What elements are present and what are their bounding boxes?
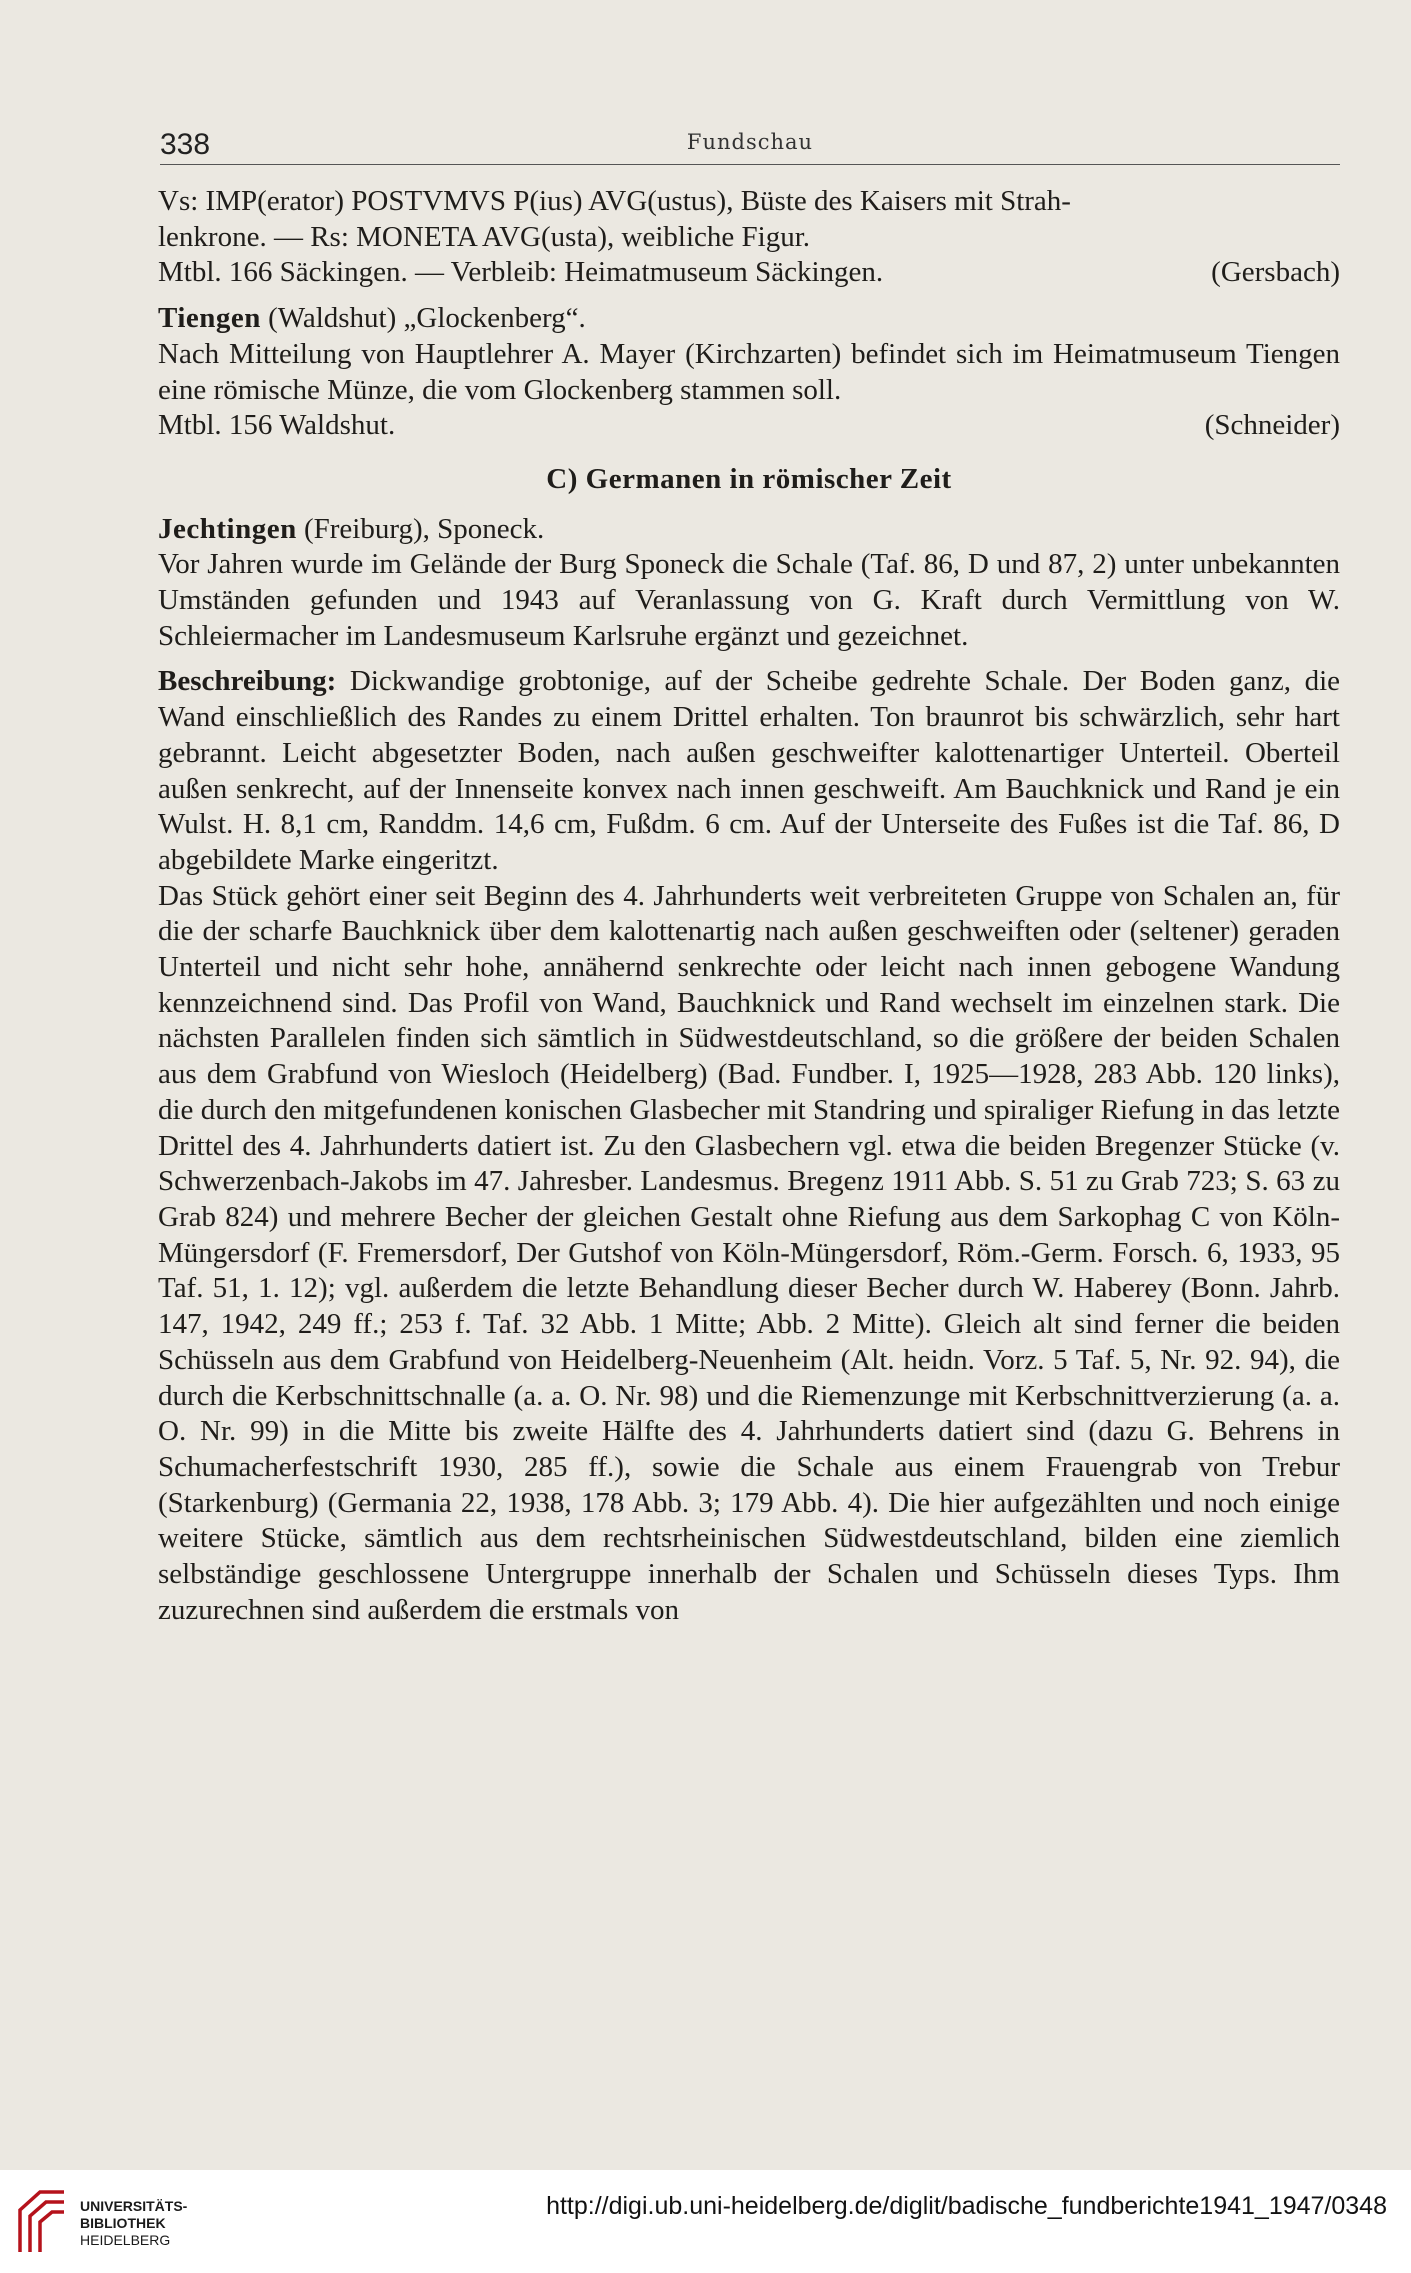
- entry-coin-obverse: Vs: IMP(erator) POSTVMVS P(ius) AVG(ustus), Büste des Kaisers mit Strah-: [158, 185, 1071, 217]
- entry-coin-source: [158, 255, 1340, 291]
- library-name: [80, 2198, 187, 2249]
- entry-jechtingen-discussion: Das Stück gehört einer seit Beginn des 4. Jahrhunderts weit verbreiteten Gruppe von Schalen an, für die der scharfe Bauchknick über dem kalottenartig nach außen geschweiften oder (seltener) geraden Unterteil und nicht sehr hohe, annähernd senkrechte oder leicht nach innen gebogene Wandung kennzeichnend sind. Das Profil von Wand, Bauchknick und Rand wechselt im einzelnen stark. Die nächsten Parallelen finden sich sämtlich in Südwestdeutschland, so die größere der beiden Schalen aus dem Grabfund von Wiesloch (Heidelberg) (Bad. Fundber. I, 1925—1928, 283 Abb. 120 links), die durch den mitgefundenen konischen Glasbecher mit Standring und spiraliger Riefung in das letzte Drittel des 4. Jahrhunderts datiert ist. Zu den Glasbechern vgl. etwa die beiden Bregenzer Stücke (v. Schwerzenbach-Jakobs im 47. Jahresber. Landesmus. Bregenz 1911 Abb. S. 51 zu Grab 723; S. 63 zu Grab 824) und mehrere Becher der gleichen Gestalt ohne Riefung aus dem Sarkophag C von Köln-Müngersdorf (F. Fremersdorf, Der Gutshof von Köln-Müngersdorf, Röm.-Germ. Forsch. 6, 1933, 95 Taf. 51, 1. 12); vgl. außerdem die letzte Behandlung dieser Becher durch W. Haberey (Bonn. Jahrb. 147, 1942, 249 ff.; 253 f. Taf. 32 Abb. 1 Mitte; Abb. 2 Mitte). Gleich alt sind ferner die beiden Schüsseln aus dem Grabfund von Heidelberg-Neuenheim (Alt. heidn. Vorz. 5 Taf. 5, Nr. 92. 94), die durch die Kerbschnittschnalle (a. a. O. Nr. 98) und die Riemenzunge mit Kerbschnittverzierung (a. a. O. Nr. 99) in die Mitte bis zweite Hälfte des 4. Jahrhunderts datiert sind (dazu G. Behrens in Schumacherfestschrift 1930, 285 ff.), sowie die Schale aus einem Frauengrab von Trebur (Starkenburg) (Germania 22, 1938, 178 Abb. 3; 179 Abb. 4). Die hier aufgezählten und noch einige weitere Stücke, sämtlich aus dem rechtsrheinischen Südwestdeutschland, bilden eine ziemlich selbständige geschlossene Untergruppe innerhalb der Schalen und Schüsseln dieses Typs. Ihm zuzurechnen sind außerdem die erstmals von: [158, 879, 1340, 1626]
- library-name-line: BIBLIOTHEK: [80, 2215, 166, 2231]
- site-name: Tiengen: [158, 302, 261, 335]
- map-sheet-reference: Mtbl. 166 Säckingen. — Verbleib: Heimatmuseum Säckingen.: [158, 256, 884, 289]
- permalink-url[interactable]: http://digi.ub.uni-heidelberg.de/diglit/badische_fundberichte1941_1947/0348: [546, 2192, 1387, 2220]
- page-header: [160, 124, 1340, 165]
- entry-coin-reverse: lenkrone. — Rs: MONETA AVG(usta), weibliche Figur.: [158, 220, 811, 253]
- author-attribution: (Gersbach): [1211, 256, 1340, 289]
- library-name-line: HEIDELBERG: [80, 2232, 171, 2248]
- map-sheet-reference: Mtbl. 156 Waldshut.: [158, 409, 396, 442]
- description-text: Dickwandige grobtonige, auf der Scheibe gedrehte Schale. Der Boden ganz, die Wand einschließlich des Randes zu einem Drittel erhalten. Ton braunrot bis schwärzlich, sehr hart gebrannt. Leicht abgesetzter Boden, nach außen geschweifter kalottenartiger Unterteil. Oberteil außen senkrecht, auf der Innenseite konvex nach innen geschweift. Am Bauchknick und Rand je ein Wulst. H. 8,1 cm, Randdm. 14,6 cm, Fußdm. 6 cm. Auf der Unterseite des Fußes ist die Taf. 86, D abgebildete Marke eingeritzt.: [158, 665, 1340, 876]
- entry-jechtingen-description: [158, 664, 1340, 878]
- library-logo-icon: [14, 2188, 68, 2254]
- section-heading: C) Germanen in römischer Zeit: [546, 462, 952, 495]
- running-head: Fundschau: [686, 130, 814, 154]
- entry-tiengen-heading: [158, 301, 1340, 337]
- entry-jechtingen-text: Vor Jahren wurde im Gelände der Burg Sponeck die Schale (Taf. 86, D und 87, 2) unter unbekannten Umständen gefunden und 1943 auf Veranlassung von G. Kraft durch Vermittlung von W. Schleiermacher im Landesmuseum Karlsruhe ergänzt und gezeichnet.: [158, 548, 1340, 652]
- description-label: Beschreibung:: [158, 665, 337, 698]
- site-location: (Freiburg), Sponeck.: [296, 512, 545, 545]
- page-number: 338: [160, 128, 211, 161]
- site-location: (Waldshut) „Glockenberg“.: [260, 302, 586, 335]
- library-footer: [0, 2170, 1411, 2273]
- author-attribution: (Schneider): [1204, 409, 1340, 442]
- site-name: Jechtingen: [158, 512, 297, 545]
- library-name-line: UNIVERSITÄTS-: [80, 2198, 188, 2214]
- entry-tiengen-text: Nach Mitteilung von Hauptlehrer A. Mayer (Kirchzarten) befindet sich im Heimatmuseum Tiengen eine römische Münze, die vom Glockenberg stammen soll.: [158, 337, 1340, 406]
- article-body: [158, 184, 1340, 1628]
- entry-jechtingen-heading: [158, 512, 1340, 548]
- entry-tiengen-source: [158, 408, 1340, 444]
